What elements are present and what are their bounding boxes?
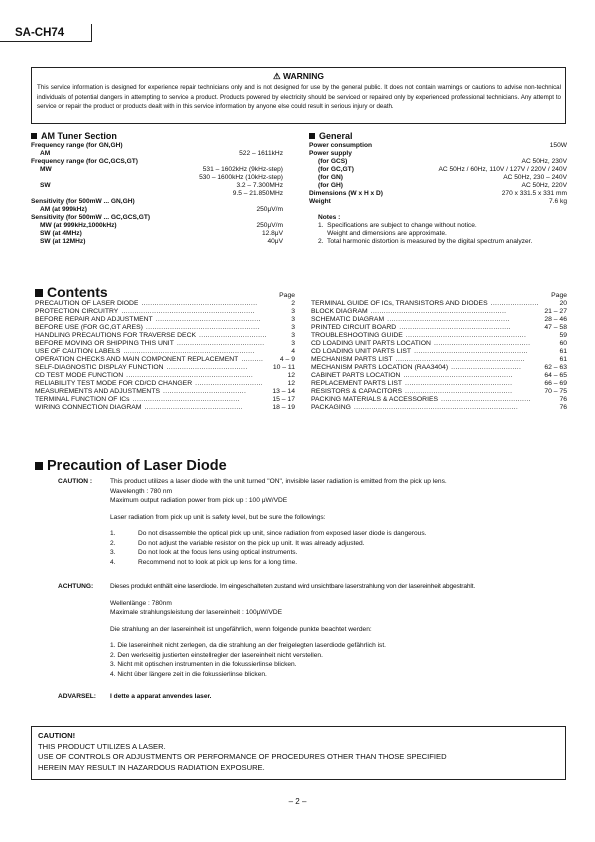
toc-entry[interactable] [35, 340, 295, 348]
warning-title: ⚠ WARNING [272, 71, 325, 81]
page-number: – 2 – [288, 797, 307, 806]
toc-leader: .................................................... [145, 324, 260, 331]
spec-row [31, 182, 283, 190]
toc-leader: ..................................... [166, 364, 248, 371]
toc-entry[interactable] [35, 364, 295, 372]
toc-entry[interactable] [311, 300, 567, 308]
toc-title: RESISTORS & CAPACITORS [311, 388, 403, 395]
toc-entry[interactable] [35, 316, 295, 324]
spec-value: 3.2 – 7.300MHz [236, 182, 283, 189]
toc-page: 64 – 65 [544, 372, 567, 379]
spec-label: Sensitivity (for 500mW ... GN,GH) [31, 198, 135, 205]
achtung-text: Dieses produkt enthält eine laserdiode. Im eingeschalteten zustand wird unsichtbare laserstrahlung von der lasereinheit abgestrahlt. Wellenlänge : 780nm Maximale strahlungsleistung der lasereinheit : 100μW/VDE Die strahlung an der lasereinheit ist ungefährlich, wenn folgende punkte beachtet werden: 1. Die lasereinheit nicht zerlegen, da die strahlung an der freigelegten laserdiode gefährlich ist. 2. Den werkseitig justierten einstellregler der lasereinheit nicht verstellen. 3. Nicht mit optischen instrumenten in die fokussierlinse blicken. 4. Nicht über längere zeit in die fokussierlinse blicken. [110, 582, 572, 679]
spec-value: AC 50Hz / 60Hz, 110V / 127V / 220V / 240V [438, 166, 567, 173]
spec-value: AC 50Hz, 230V [521, 158, 567, 165]
spec-row [309, 174, 567, 182]
spec-row [309, 142, 567, 150]
toc-entry[interactable] [35, 404, 295, 412]
advarsel-text: I dette a apparat anvendes laser. [110, 693, 212, 700]
toc-page: 12 [287, 372, 295, 379]
general-section [309, 131, 567, 246]
spec-sublabel: SW (at 4MHz) [40, 230, 82, 237]
toc-title: BEFORE USE (FOR GC,GT ARES) [35, 324, 143, 331]
toc-page: 59 [559, 332, 567, 339]
spec-row [31, 198, 283, 206]
toc-entry[interactable] [311, 396, 567, 404]
toc-page: 61 [559, 356, 567, 363]
list-text: Do not disassemble the optical pick up unit, since radiation from exposed laser diode is dangerous. [138, 530, 427, 537]
advarsel-label: ADVARSEL: [58, 693, 96, 700]
spec-row [31, 142, 283, 150]
toc-leader: .......... [241, 356, 264, 363]
spec-value: AC 50Hz, 220V [521, 182, 567, 189]
german-list-item: 2. Den werkseitig justierten einstellregler der lasereinheit nicht verstellen. [110, 651, 323, 659]
toc-entry[interactable] [311, 380, 567, 388]
toc-leader: ............................................ [433, 340, 531, 347]
spec-row [31, 222, 283, 230]
toc-entry[interactable] [311, 348, 567, 356]
german-list-item: 4. Nicht über längere zeit in die fokussierlinse blicken. [110, 670, 267, 678]
spec-sublabel: SW [40, 182, 51, 189]
spec-row [31, 206, 283, 214]
spec-value: 9.5 – 21.850MHz [232, 190, 283, 197]
achtung-label: ACHTUNG: [58, 583, 94, 590]
toc-leader: ........................................................... [395, 356, 525, 363]
toc-title: SELF-DIAGNOSTIC DISPLAY FUNCTION [35, 364, 164, 371]
toc-leader: ........................................................................... [353, 404, 519, 411]
toc-leader: ............................................................. [121, 308, 255, 315]
toc-title: RELIABILITY TEST MODE FOR CD/CD CHANGER [35, 380, 193, 387]
toc-leader: ........................................ [176, 340, 265, 347]
toc-leader: ........................................................ [387, 316, 510, 323]
warning-text: This service information is designed for experience repair technicians only and is not designed for use by the general public. It does not contain warnings or cautions to advise non-technical individuals of potential dangers in attempting to service a product. Products powered by electricity should be serviced or repaired only by experienced professional technicians. Any attempt to service or repair the product or products dealt with in this service information by anyone else could result in serious injury or death. [37, 84, 561, 110]
toc-page: 21 – 27 [544, 308, 567, 315]
spec-row [309, 198, 567, 206]
spec-sublabel: (for GN) [318, 174, 343, 181]
contents-list-left [35, 300, 295, 412]
toc-page: 13 – 14 [272, 388, 295, 395]
toc-entry[interactable] [35, 396, 295, 404]
spec-row [31, 238, 283, 246]
toc-page: 60 [559, 340, 567, 347]
spec-sublabel: (for GC,GT) [318, 166, 354, 173]
laser-safety-list [110, 529, 570, 567]
toc-title: CD LOADING UNIT PARTS LOCATION [311, 340, 431, 347]
list-number: 3. [110, 549, 116, 556]
toc-page: 15 – 17 [272, 396, 295, 403]
toc-entry[interactable] [35, 372, 295, 380]
toc-entry[interactable] [311, 324, 567, 332]
toc-entry[interactable] [311, 316, 567, 324]
german-safety-list [110, 641, 572, 679]
spec-value: 522 – 1611kHz [239, 150, 283, 157]
toc-page: 76 [559, 404, 567, 411]
contents-list-right [311, 300, 567, 412]
spec-row [31, 150, 283, 158]
toc-page: 47 – 58 [544, 324, 567, 331]
spec-sublabel: (for GH) [318, 182, 343, 189]
laser-heading: Precaution of Laser Diode [35, 458, 227, 474]
spec-label: Weight [309, 198, 331, 205]
toc-page: 4 [291, 348, 295, 355]
toc-title: TROUBLESHOOTING GUIDE [311, 332, 403, 339]
toc-leader: ....................................................... [405, 332, 527, 339]
toc-page: 18 – 19 [272, 404, 295, 411]
spec-row [31, 230, 283, 238]
toc-title: WIRING CONNECTION DIAGRAM [35, 404, 142, 411]
toc-page: 3 [291, 332, 295, 339]
spec-label: Power supply [309, 150, 352, 157]
spec-label: Sensitivity (for 500mW ... GC,GCS,GT) [31, 214, 151, 221]
spec-row [31, 214, 283, 222]
general-heading: General [309, 131, 567, 141]
spec-value: 250μV/m [256, 206, 283, 213]
spec-value: 531 – 1602kHz (9kHz-step) [202, 166, 283, 173]
toc-page: 3 [291, 316, 295, 323]
toc-leader: .......................................................... [126, 372, 254, 379]
notes-list [318, 222, 567, 246]
toc-leader: ............................................. [144, 404, 243, 411]
toc-title: PACKAGING [311, 404, 351, 411]
toc-title: BEFORE REPAIR AND ADJUSTMENT [35, 316, 153, 323]
contents-page-label-right: Page [551, 292, 567, 299]
toc-leader: .................................................. [403, 372, 513, 379]
general-notes [309, 214, 567, 246]
toc-title: PACKING MATERIALS & ACCESSORIES [311, 396, 439, 403]
toc-title: PROTECTION CIRCUITRY [35, 308, 119, 315]
toc-leader: ............................................................ [123, 348, 255, 355]
toc-entry[interactable] [35, 348, 295, 356]
toc-title: PRINTED CIRCUIT BOARD [311, 324, 397, 331]
toc-leader: ................................................. [405, 388, 513, 395]
toc-page: 4 – 9 [279, 356, 295, 363]
toc-leader: .............................................................. [370, 308, 507, 315]
toc-page: 28 – 46 [544, 316, 567, 323]
spec-label: Dimensions (W x H x D) [309, 190, 384, 197]
notes-title: Notes : [318, 214, 341, 221]
toc-entry[interactable] [311, 308, 567, 316]
model-number: SA-CH74 [15, 27, 65, 39]
list-text: Do not adjust the variable resistor on the pick up unit. It was already adjusted. [138, 539, 365, 547]
toc-entry[interactable] [35, 324, 295, 332]
contents-page-label-left: Page [279, 292, 295, 299]
spec-row [309, 150, 567, 158]
toc-leader: ................................................... [399, 324, 511, 331]
spec-label: Frequency range (for GN,GH) [31, 142, 123, 149]
toc-page: 10 – 11 [272, 364, 295, 371]
toc-title: HANDLING PRECAUTIONS FOR TRAVERSE DECK [35, 332, 197, 339]
spec-row [309, 158, 567, 166]
toc-title: MEASUREMENTS AND ADJUSTMENTS [35, 388, 161, 395]
spec-label: Frequency range (for GC,GCS,GT) [31, 158, 138, 165]
toc-entry[interactable] [311, 388, 567, 396]
header-rule [0, 41, 92, 42]
note-line: 2. Total harmonic distortion is measured by the digital spectrum analyzer. [318, 238, 533, 245]
toc-entry[interactable] [35, 380, 295, 388]
laser-body [0, 477, 595, 707]
list-text: Recommend not to look at pick up lens for a long time. [138, 558, 298, 566]
toc-page: 3 [291, 324, 295, 331]
toc-entry[interactable] [311, 364, 567, 372]
spec-sublabel: MW [40, 166, 52, 173]
toc-entry[interactable] [35, 356, 295, 364]
spec-sublabel: AM [40, 150, 51, 157]
german-list-item: 3. Nicht mit optischen instrumenten in die fokussierlinse blicken. [110, 661, 297, 668]
toc-entry[interactable] [311, 332, 567, 340]
toc-page: 3 [291, 308, 295, 315]
german-list-item: 1. Die lasereinheit nicht zerlegen, da die strahlung an der freigelegten laserdiode gefährlich ist. [110, 642, 387, 649]
toc-entry[interactable] [35, 388, 295, 396]
toc-leader: ...................................... [163, 388, 247, 395]
toc-title: MECHANISM PARTS LIST [311, 356, 393, 363]
note-line: 1. Specifications are subject to change without notice. [318, 222, 477, 229]
contents-heading: Contents [35, 284, 108, 300]
general-spec-list [309, 142, 567, 206]
am-spec-list [31, 142, 283, 246]
toc-title: OPERATION CHECKS AND MAIN COMPONENT REPLACEMENT [35, 356, 239, 363]
spec-sublabel: (for GCS) [318, 158, 348, 165]
toc-page: 12 [287, 380, 295, 387]
spec-row [309, 182, 567, 190]
toc-page: 66 – 69 [544, 380, 567, 387]
toc-leader: ............................... [199, 332, 267, 339]
toc-leader: ............................... [195, 380, 263, 387]
spec-value: 530 – 1600kHz (10kHz-step) [199, 174, 283, 181]
laser-list-item [110, 529, 570, 539]
toc-page: 62 – 63 [544, 364, 567, 371]
toc-entry[interactable] [35, 300, 295, 308]
toc-title: BLOCK DIAGRAM [311, 308, 368, 315]
list-text: Do not look at the focus lens using optical instruments. [138, 549, 298, 556]
header-rule-vertical [91, 24, 92, 42]
toc-leader: ..................................................... [141, 300, 258, 307]
toc-entry[interactable] [311, 340, 567, 348]
spec-row [309, 166, 567, 174]
spec-row [31, 174, 283, 182]
toc-title: TERMINAL FUNCTION OF ICs [35, 396, 130, 403]
spec-sublabel: MW (at 999kHz,1000kHz) [40, 222, 117, 229]
warning-box [31, 67, 566, 124]
toc-entry[interactable] [35, 332, 295, 340]
toc-title: BEFORE MOVING OR SHIPPING THIS UNIT [35, 340, 174, 347]
spec-row [31, 158, 283, 166]
am-tuner-heading: AM Tuner Section [31, 131, 283, 141]
spec-row [31, 190, 283, 198]
toc-title: REPLACEMENT PARTS LIST [311, 380, 403, 387]
toc-leader: ................................................ [155, 316, 261, 323]
toc-title: MECHANISM PARTS LOCATION (RAA3404) [311, 364, 449, 371]
toc-entry[interactable] [311, 404, 567, 412]
toc-page: 20 [559, 300, 567, 307]
laser-caution-box: CAUTION! THIS PRODUCT UTILIZES A LASER. USE OF CONTROLS OR ADJUSTMENTS OR PERFORMANCE OF PROCEDURES OTHER THAN THOSE SPECIFIED HEREIN MAY RESULT IN HAZARDOUS RADIATION EXPOSURE. [31, 726, 566, 780]
caution-box-title: CAUTION! [38, 731, 76, 740]
toc-page: 76 [559, 396, 567, 403]
spec-row [309, 190, 567, 198]
spec-sublabel: SW (at 12MHz) [40, 238, 86, 245]
caution-label: CAUTION : [58, 478, 93, 485]
note-line: Weight and dimensions are approximate. [318, 230, 447, 237]
toc-page: 2 [291, 300, 295, 307]
spec-value: 12.8μV [261, 230, 283, 237]
spec-sublabel: AM (at 999kHz) [40, 206, 87, 213]
toc-entry[interactable] [311, 372, 567, 380]
toc-page: 3 [291, 340, 295, 347]
spec-row [31, 166, 283, 174]
toc-title: CABINET PARTS LOCATION [311, 372, 401, 379]
spec-label: Power consumption [309, 142, 373, 149]
laser-list-item [110, 548, 570, 558]
laser-list-item [110, 558, 570, 568]
toc-title: CD TEST MODE FUNCTION [35, 372, 124, 379]
toc-page: 61 [559, 348, 567, 355]
toc-leader: .................................................... [414, 348, 528, 355]
spec-value: 7.6 kg [549, 198, 567, 205]
spec-value: 270 x 331.5 x 331 mm [501, 190, 567, 197]
toc-title: TERMINAL GUIDE OF ICs, TRANSISTORS AND DIODES [311, 300, 488, 307]
spec-value: AC 50Hz, 230 – 240V [503, 174, 567, 181]
toc-leader: ................................................. [405, 380, 513, 387]
laser-list-item [110, 539, 570, 549]
toc-title: CD LOADING UNIT PARTS LIST [311, 348, 412, 355]
toc-leader: ................................ [451, 364, 522, 371]
toc-leader: ................................................. [132, 396, 240, 403]
toc-page: 70 – 75 [544, 388, 567, 395]
list-number: 1. [110, 530, 116, 537]
square-bullet-icon [35, 462, 43, 470]
toc-entry[interactable] [311, 356, 567, 364]
toc-leader: ......................................... [441, 396, 531, 403]
caution-text: This product utilizes a laser diode with the unit turned "ON", invisible laser radiation is emitted from the pick up lens. Wavelength : 780 nm Maximum output radiation power from pick up : 100 μW/VDE Laser radiation from pick up unit is safety level, but be sure the followings: 1. Do not disassemble the optical pick up unit, since radiation from exposed laser diode is dangerous. 2. Do not adjust the variable resistor on the pick up unit. It was already adjusted. 3. Do not look at the focus lens using optical instruments. 4. Recommend not to look at pick up lens for a long time. [110, 477, 570, 567]
list-number: 4. [110, 558, 116, 566]
spec-value: 40μV [267, 238, 283, 245]
toc-title: SCHEMATIC DIAGRAM [311, 316, 385, 323]
square-bullet-icon [31, 133, 37, 139]
spec-value: 150W [549, 142, 567, 149]
toc-entry[interactable] [35, 308, 295, 316]
list-number: 2. [110, 539, 116, 547]
square-bullet-icon [35, 289, 43, 297]
spec-value: 250μV/m [256, 222, 283, 229]
toc-leader: ...................... [490, 300, 539, 307]
square-bullet-icon [309, 133, 315, 139]
am-tuner-section [31, 131, 283, 246]
toc-title: PRECAUTION OF LASER DIODE [35, 300, 139, 307]
toc-title: USE OF CAUTION LABELS [35, 348, 121, 355]
